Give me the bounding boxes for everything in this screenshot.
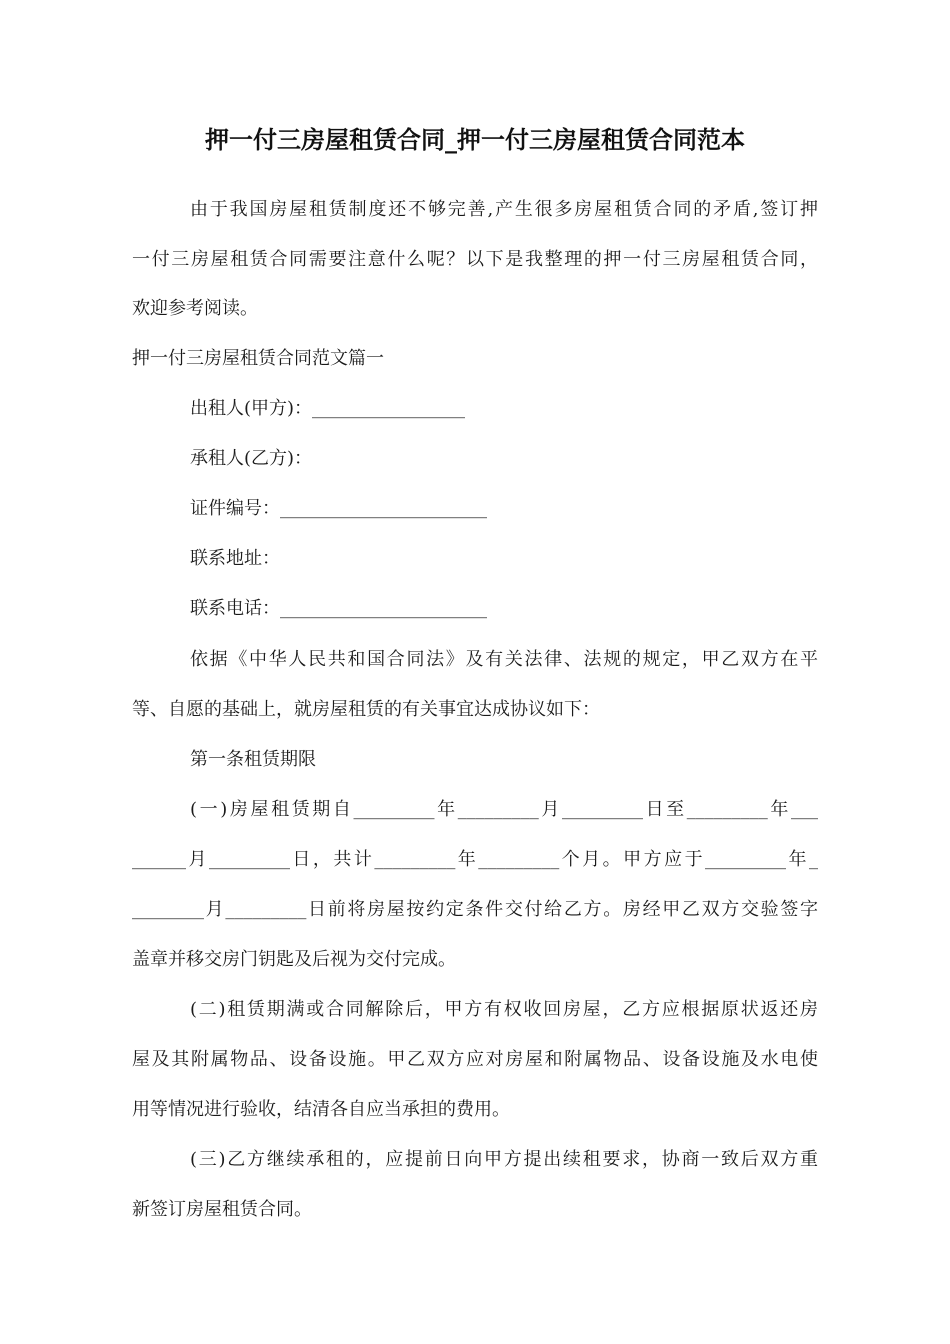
clause-2-line-2: 屋及其附属物品、设备设施。甲乙双方应对房屋和附属物品、设备设施及水电使 <box>132 1049 818 1070</box>
document-title: 押一付三房屋租赁合同_押一付三房屋租赁合同范本 <box>205 126 745 154</box>
clause-1-line-3: ________月_________日前将房屋按约定条件交付给乙方。房经甲乙双方交验签字 <box>132 899 818 920</box>
clause-1-line-1: (一)房屋租赁期自_________年_________月_________日至_________年___ <box>190 799 818 820</box>
clause-2-line-1: (二)租赁期满或合同解除后，甲方有权收回房屋，乙方应根据原状返还房 <box>190 999 818 1020</box>
clause-1-line-4: 盖章并移交房门钥匙及后视为交付完成。 <box>132 949 456 970</box>
article-1-heading: 第一条租赁期限 <box>190 749 316 770</box>
basis-line-1: 依据《中华人民共和国合同法》及有关法律、法规的规定，甲乙双方在平 <box>190 649 818 670</box>
phone-field: 联系电话：_______________________ <box>190 598 487 619</box>
address-field: 联系地址： <box>190 548 280 569</box>
section-heading: 押一付三房屋租赁合同范文篇一 <box>132 348 384 369</box>
lessee-field: 承租人(乙方)： <box>190 448 313 469</box>
clause-3-line-1: (三)乙方继续承租的，应提前日向甲方提出续租要求，协商一致后双方重 <box>190 1149 818 1170</box>
clause-2-line-3: 用等情况进行验收，结清各自应当承担的费用。 <box>132 1099 510 1120</box>
clause-1-line-2: ______月_________日，共计_________年_________个月。甲方应于_________年_ <box>132 849 818 870</box>
clause-3-line-2: 新签订房屋租赁合同。 <box>132 1199 312 1220</box>
id-number-field: 证件编号：_______________________ <box>190 498 487 519</box>
basis-line-2: 等、自愿的基础上，就房屋租赁的有关事宜达成协议如下： <box>132 699 600 720</box>
lessor-field: 出租人(甲方)：_________________ <box>190 398 466 419</box>
intro-line-3: 欢迎参考阅读。 <box>132 298 258 319</box>
intro-line-2: 一付三房屋租赁合同需要注意什么呢？以下是我整理的押一付三房屋租赁合同， <box>132 249 818 270</box>
intro-line-1: 由于我国房屋租赁制度还不够完善,产生很多房屋租赁合同的矛盾,签订押 <box>190 199 818 220</box>
